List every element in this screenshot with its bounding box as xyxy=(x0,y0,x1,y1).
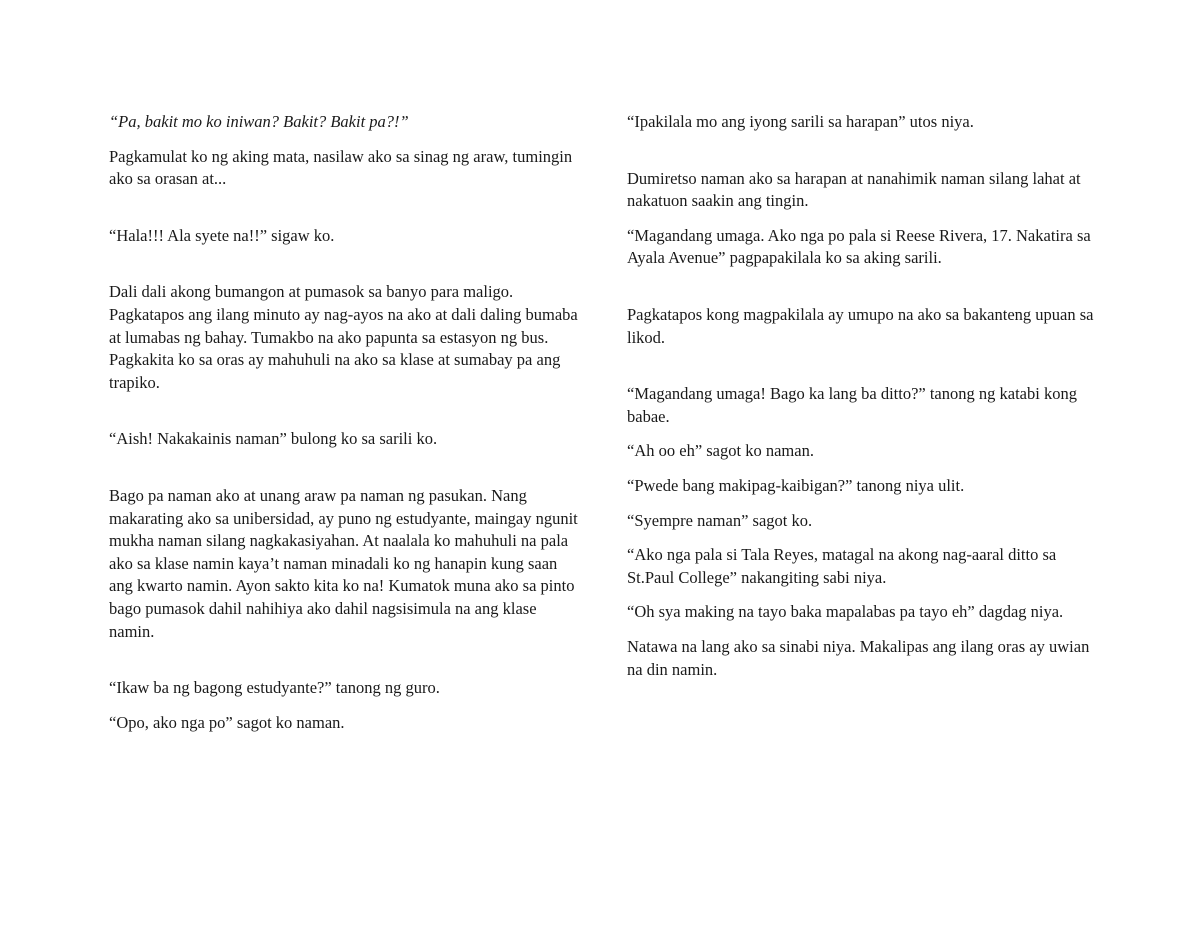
paragraph-sit-down: Pagkatapos kong magpakilala ay umupo na ako sa bakanteng upuan sa likod. xyxy=(627,304,1094,347)
left-column xyxy=(109,111,579,746)
paragraph-aish-quote: “Aish! Nakakainis naman” bulong ko sa sarili ko. xyxy=(109,429,438,449)
paragraph-self-introduction: “Magandang umaga. Ako nga po pala si Reese Rivera, 17. Nakatira sa Ayala Avenue” pagpapakilala ko sa aking sarili. xyxy=(627,225,1091,268)
paragraph-introduce-command: “Ipakilala mo ang iyong sarili sa harapan” utos niya. xyxy=(627,112,974,131)
paragraph-ending: Natawa na lang ako sa sinabi niya. Makalipas ang ilang oras ay uwian na din namin. xyxy=(627,636,1090,679)
right-column xyxy=(627,111,1097,693)
paragraph-waking-up: Pagkamulat ko ng aking mata, nasilaw ako sa sinag ng araw, tumingin ako sa orasan at... xyxy=(109,146,573,189)
paragraph-oh-sya: “Oh sya making na tayo baka mapalabas pa tayo eh” dagdag niya. xyxy=(627,602,1064,622)
paragraph-syempre: “Syempre naman” sagot ko. xyxy=(627,510,813,530)
paragraph-ah-oo: “Ah oo eh” sagot ko naman. xyxy=(627,441,814,461)
paragraph-tala-intro: “Ako nga pala si Tala Reyes, matagal na akong nag-aaral ditto sa St.Paul College” nakangiting sabi niya. xyxy=(627,545,1057,587)
paragraph-front-of-class: Dumiretso naman ako sa harapan at nanahimik naman silang lahat at nakatuon saakin ang tingin. xyxy=(627,168,1081,211)
paragraph-university: Bago pa naman ako at unang araw pa naman ng pasukan. Nang makarating ako sa unibersidad, ay puno ng estudyante, maingay ngunit mukha naman silang nagkakasiyahan. At naalala ko mahuhuli na pala ako sa klase namin kaya’t naman minadali ko ng hanapin kung saan ang kwarto namin. Ayon sakto kita ko na! Kumatok muna ako sa pinto bago pumasok dahil nahihiya ako dahil nagsisimula na ang klase namin. xyxy=(109,485,578,641)
paragraph-dream-quote: “Pa, bakit mo ko iniwan? Bakit? Bakit pa?!” xyxy=(109,112,409,131)
paragraph-hala-quote: “Hala!!! Ala syete na!!” sigaw ko. xyxy=(109,225,335,245)
paragraph-teacher-question: “Ikaw ba ng bagong estudyante?” tanong ng guro. xyxy=(109,678,440,698)
paragraph-classmate-greeting: “Magandang umaga! Bago ka lang ba ditto?” tanong ng katabi kong babae. xyxy=(627,384,1077,426)
paragraph-rushing: Dali dali akong bumangon at pumasok sa banyo para maligo. Pagkatapos ang ilang minuto ay nag-ayos na ako at dali daling bumaba at lumabas ng bahay. Tumakbo na ako papunta sa estasyon ng bus. Pagkakita ko sa oras ay mahuhuli na ako sa klase at sumabay pa ang trapiko. xyxy=(109,282,578,392)
paragraph-friend-request: “Pwede bang makipag-kaibigan?” tanong niya ulit. xyxy=(627,475,965,495)
paragraph-reply: “Opo, ako nga po” sagot ko naman. xyxy=(109,712,345,732)
